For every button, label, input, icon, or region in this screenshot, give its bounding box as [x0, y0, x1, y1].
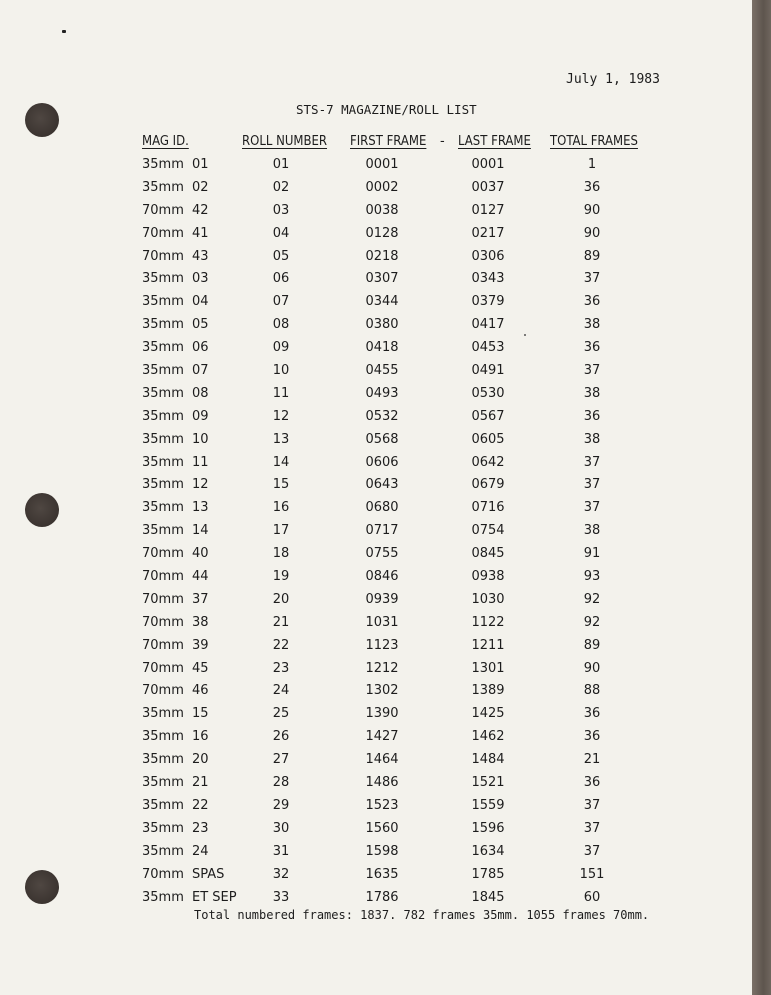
- cell-total-frames: 36: [583, 340, 601, 356]
- cell-total-frames: 37: [583, 271, 601, 287]
- cell-total-frames: 36: [583, 706, 601, 722]
- cell-total-frames: 1: [587, 157, 597, 172]
- cell-roll-number: 22: [272, 637, 290, 653]
- cell-last-frame: 0217: [471, 225, 505, 241]
- cell-first-frame: 0643: [365, 477, 399, 493]
- cell-roll-number: 02: [272, 179, 290, 195]
- cell-first-frame: 0128: [365, 225, 399, 241]
- cell-roll-number: 25: [272, 706, 290, 722]
- table-row: [0, 706, 752, 729]
- roll-table: [0, 157, 752, 912]
- cell-film-format: 70mm: [142, 866, 184, 882]
- cell-mag-id: ET SEP: [192, 889, 237, 905]
- cell-film-format: 35mm: [142, 271, 184, 287]
- table-row: [0, 317, 752, 340]
- cell-first-frame: 0038: [365, 202, 399, 218]
- cell-mag-id: 01: [192, 157, 209, 172]
- cell-last-frame: 0306: [471, 248, 505, 264]
- cell-mag-id: 06: [192, 340, 209, 356]
- cell-total-frames: 38: [583, 385, 601, 401]
- cell-film-format: 35mm: [142, 294, 184, 310]
- cell-first-frame: 0532: [365, 408, 399, 424]
- table-row: [0, 546, 752, 569]
- cell-total-frames: 90: [583, 225, 601, 241]
- cell-film-format: 35mm: [142, 317, 184, 333]
- table-row: [0, 821, 752, 844]
- cell-total-frames: 36: [583, 408, 601, 424]
- table-row: [0, 180, 752, 203]
- cell-last-frame: 1301: [471, 660, 505, 676]
- cell-first-frame: 1598: [365, 843, 399, 859]
- cell-mag-id: 21: [192, 775, 209, 791]
- cell-mag-id: 40: [192, 546, 209, 562]
- cell-last-frame: 1462: [471, 729, 505, 745]
- table-row: [0, 477, 752, 500]
- cell-total-frames: 36: [583, 775, 601, 791]
- cell-film-format: 35mm: [142, 179, 184, 195]
- cell-mag-id: 38: [192, 614, 209, 630]
- cell-mag-id: 15: [192, 706, 209, 722]
- cell-first-frame: 0307: [365, 271, 399, 287]
- cell-first-frame: 0002: [365, 179, 399, 195]
- table-row: [0, 523, 752, 546]
- cell-roll-number: 16: [272, 500, 290, 516]
- cell-film-format: 35mm: [142, 340, 184, 356]
- cell-total-frames: 37: [583, 363, 601, 379]
- cell-last-frame: 1122: [471, 614, 505, 630]
- table-surface: [752, 0, 771, 995]
- cell-total-frames: 38: [583, 431, 601, 447]
- cell-first-frame: 1464: [365, 752, 399, 768]
- cell-first-frame: 0493: [365, 385, 399, 401]
- table-row: [0, 386, 752, 409]
- table-row: [0, 844, 752, 867]
- header-first-frame: FIRST FRAME: [350, 134, 427, 149]
- cell-film-format: 70mm: [142, 546, 184, 562]
- cell-mag-id: 37: [192, 591, 209, 607]
- table-row: [0, 294, 752, 317]
- cell-film-format: 35mm: [142, 889, 184, 905]
- cell-total-frames: 38: [583, 317, 601, 333]
- cell-total-frames: 90: [583, 202, 601, 218]
- table-row: [0, 363, 752, 386]
- cell-last-frame: 0530: [471, 385, 505, 401]
- cell-film-format: 70mm: [142, 660, 184, 676]
- cell-total-frames: 93: [583, 569, 601, 585]
- cell-first-frame: 0755: [365, 546, 399, 562]
- cell-first-frame: 0344: [365, 294, 399, 310]
- cell-mag-id: 24: [192, 843, 209, 859]
- cell-total-frames: 36: [583, 729, 601, 745]
- cell-film-format: 35mm: [142, 843, 184, 859]
- binder-hole: [25, 103, 59, 137]
- table-row: [0, 775, 752, 798]
- cell-film-format: 70mm: [142, 614, 184, 630]
- cell-mag-id: 44: [192, 569, 209, 585]
- cell-film-format: 35mm: [142, 775, 184, 791]
- cell-last-frame: 0453: [471, 340, 505, 356]
- cell-first-frame: 0606: [365, 454, 399, 470]
- totals-footer: Total numbered frames: 1837. 782 frames 35mm. 1055 frames 70mm.: [194, 908, 650, 922]
- cell-mag-id: 03: [192, 271, 209, 287]
- cell-film-format: 35mm: [142, 385, 184, 401]
- cell-total-frames: 88: [583, 683, 601, 699]
- cell-first-frame: 1123: [365, 637, 399, 653]
- cell-film-format: 70mm: [142, 683, 184, 699]
- cell-film-format: 70mm: [142, 569, 184, 585]
- cell-roll-number: 09: [272, 340, 290, 356]
- cell-last-frame: 1596: [471, 820, 505, 836]
- cell-first-frame: 1486: [365, 775, 399, 791]
- cell-last-frame: 0754: [471, 523, 505, 539]
- cell-total-frames: 91: [583, 546, 601, 562]
- cell-mag-id: 23: [192, 820, 209, 836]
- table-row: [0, 409, 752, 432]
- cell-mag-id: 02: [192, 179, 209, 195]
- cell-first-frame: 0846: [365, 569, 399, 585]
- cell-first-frame: 1427: [365, 729, 399, 745]
- table-row: [0, 226, 752, 249]
- cell-roll-number: 32: [272, 866, 290, 882]
- table-row: [0, 592, 752, 615]
- cell-roll-number: 23: [272, 660, 290, 676]
- cell-first-frame: 1786: [365, 889, 399, 905]
- cell-last-frame: 0343: [471, 271, 505, 287]
- cell-roll-number: 11: [272, 385, 290, 401]
- cell-total-frames: 90: [583, 660, 601, 676]
- ink-speck: [62, 30, 66, 33]
- cell-mag-id: 41: [192, 225, 209, 241]
- cell-roll-number: 20: [272, 591, 290, 607]
- cell-last-frame: 0127: [471, 202, 505, 218]
- cell-last-frame: 0845: [471, 546, 505, 562]
- cell-film-format: 35mm: [142, 500, 184, 516]
- cell-first-frame: 1302: [365, 683, 399, 699]
- cell-roll-number: 15: [272, 477, 290, 493]
- table-row: [0, 638, 752, 661]
- cell-last-frame: 0642: [471, 454, 505, 470]
- cell-total-frames: 36: [583, 179, 601, 195]
- cell-film-format: 70mm: [142, 637, 184, 653]
- table-row: [0, 661, 752, 684]
- cell-film-format: 70mm: [142, 202, 184, 218]
- table-row: [0, 683, 752, 706]
- cell-last-frame: 1845: [471, 889, 505, 905]
- table-row: [0, 203, 752, 226]
- cell-first-frame: 1212: [365, 660, 399, 676]
- cell-roll-number: 07: [272, 294, 290, 310]
- cell-first-frame: 0455: [365, 363, 399, 379]
- cell-total-frames: 37: [583, 843, 601, 859]
- cell-total-frames: 151: [579, 866, 605, 882]
- cell-film-format: 35mm: [142, 523, 184, 539]
- cell-film-format: 35mm: [142, 752, 184, 768]
- cell-mag-id: 22: [192, 797, 209, 813]
- cell-roll-number: 29: [272, 797, 290, 813]
- cell-first-frame: 0568: [365, 431, 399, 447]
- cell-first-frame: 0418: [365, 340, 399, 356]
- cell-first-frame: 1031: [365, 614, 399, 630]
- cell-film-format: 35mm: [142, 820, 184, 836]
- cell-mag-id: 43: [192, 248, 209, 264]
- cell-roll-number: 05: [272, 248, 290, 264]
- cell-roll-number: 30: [272, 820, 290, 836]
- cell-total-frames: 89: [583, 637, 601, 653]
- cell-mag-id: 05: [192, 317, 209, 333]
- cell-roll-number: 13: [272, 431, 290, 447]
- cell-film-format: 70mm: [142, 225, 184, 241]
- cell-last-frame: 0567: [471, 408, 505, 424]
- cell-first-frame: 0717: [365, 523, 399, 539]
- cell-total-frames: 92: [583, 591, 601, 607]
- table-row: [0, 340, 752, 363]
- table-row: [0, 569, 752, 592]
- table-row: [0, 798, 752, 821]
- cell-film-format: 35mm: [142, 454, 184, 470]
- cell-mag-id: 46: [192, 683, 209, 699]
- table-row: [0, 455, 752, 478]
- table-row: [0, 615, 752, 638]
- cell-mag-id: 14: [192, 523, 209, 539]
- cell-first-frame: 1635: [365, 866, 399, 882]
- header-last-frame: LAST FRAME: [458, 134, 531, 149]
- table-row: [0, 271, 752, 294]
- cell-film-format: 35mm: [142, 477, 184, 493]
- cell-roll-number: 24: [272, 683, 290, 699]
- cell-mag-id: SPAS: [192, 866, 225, 882]
- table-row: [0, 752, 752, 775]
- cell-film-format: 35mm: [142, 157, 184, 172]
- document-title: STS-7 MAGAZINE/ROLL LIST: [296, 102, 477, 117]
- table-row: [0, 249, 752, 272]
- cell-last-frame: 1559: [471, 797, 505, 813]
- cell-roll-number: 06: [272, 271, 290, 287]
- header-total-frames: TOTAL FRAMES: [550, 134, 638, 149]
- cell-last-frame: 0417: [471, 317, 505, 333]
- cell-roll-number: 17: [272, 523, 290, 539]
- header-separator: -: [440, 134, 445, 149]
- cell-total-frames: 37: [583, 477, 601, 493]
- cell-last-frame: 1030: [471, 591, 505, 607]
- cell-roll-number: 27: [272, 752, 290, 768]
- cell-mag-id: 45: [192, 660, 209, 676]
- cell-first-frame: 1560: [365, 820, 399, 836]
- cell-mag-id: 11: [192, 454, 209, 470]
- cell-film-format: 35mm: [142, 706, 184, 722]
- cell-first-frame: 0218: [365, 248, 399, 264]
- cell-last-frame: 0938: [471, 569, 505, 585]
- document-date: July 1, 1983: [566, 72, 660, 87]
- cell-film-format: 35mm: [142, 431, 184, 447]
- cell-mag-id: 16: [192, 729, 209, 745]
- cell-last-frame: 0037: [471, 179, 505, 195]
- cell-total-frames: 92: [583, 614, 601, 630]
- cell-last-frame: 1634: [471, 843, 505, 859]
- cell-last-frame: 0716: [471, 500, 505, 516]
- cell-first-frame: 1523: [365, 797, 399, 813]
- cell-film-format: 35mm: [142, 729, 184, 745]
- cell-last-frame: 1389: [471, 683, 505, 699]
- cell-total-frames: 38: [583, 523, 601, 539]
- cell-mag-id: 04: [192, 294, 209, 310]
- cell-film-format: 70mm: [142, 591, 184, 607]
- cell-mag-id: 12: [192, 477, 209, 493]
- cell-mag-id: 13: [192, 500, 209, 516]
- cell-film-format: 70mm: [142, 248, 184, 264]
- cell-mag-id: 39: [192, 637, 209, 653]
- cell-total-frames: 89: [583, 248, 601, 264]
- cell-last-frame: 1785: [471, 866, 505, 882]
- cell-mag-id: 42: [192, 202, 209, 218]
- cell-total-frames: 60: [583, 889, 601, 905]
- cell-total-frames: 21: [583, 752, 601, 768]
- cell-roll-number: 26: [272, 729, 290, 745]
- cell-roll-number: 04: [272, 225, 290, 241]
- cell-roll-number: 21: [272, 614, 290, 630]
- cell-last-frame: 0379: [471, 294, 505, 310]
- cell-total-frames: 37: [583, 820, 601, 836]
- cell-last-frame: 0001: [471, 157, 505, 172]
- cell-mag-id: 09: [192, 408, 209, 424]
- cell-last-frame: 0491: [471, 363, 505, 379]
- cell-roll-number: 14: [272, 454, 290, 470]
- cell-roll-number: 18: [272, 546, 290, 562]
- cell-last-frame: 1425: [471, 706, 505, 722]
- cell-mag-id: 20: [192, 752, 209, 768]
- cell-roll-number: 01: [272, 157, 290, 172]
- cell-mag-id: 10: [192, 431, 209, 447]
- cell-roll-number: 03: [272, 202, 290, 218]
- cell-mag-id: 08: [192, 385, 209, 401]
- cell-total-frames: 37: [583, 500, 601, 516]
- cell-mag-id: 07: [192, 363, 209, 379]
- cell-first-frame: 0939: [365, 591, 399, 607]
- table-row: [0, 867, 752, 890]
- cell-roll-number: 08: [272, 317, 290, 333]
- cell-film-format: 35mm: [142, 797, 184, 813]
- cell-last-frame: 0679: [471, 477, 505, 493]
- cell-total-frames: 37: [583, 454, 601, 470]
- cell-roll-number: 12: [272, 408, 290, 424]
- cell-first-frame: 0680: [365, 500, 399, 516]
- header-roll-number: ROLL NUMBER: [242, 134, 328, 149]
- cell-film-format: 35mm: [142, 363, 184, 379]
- cell-first-frame: 0001: [365, 157, 399, 172]
- table-row: [0, 500, 752, 523]
- cell-last-frame: 1521: [471, 775, 505, 791]
- cell-film-format: 35mm: [142, 408, 184, 424]
- cell-roll-number: 31: [272, 843, 290, 859]
- table-row: [0, 729, 752, 752]
- cell-roll-number: 10: [272, 363, 290, 379]
- table-row: [0, 432, 752, 455]
- cell-roll-number: 19: [272, 569, 290, 585]
- cell-last-frame: 1211: [471, 637, 505, 653]
- cell-first-frame: 1390: [365, 706, 399, 722]
- cell-total-frames: 37: [583, 797, 601, 813]
- cell-last-frame: 1484: [471, 752, 505, 768]
- cell-first-frame: 0380: [365, 317, 399, 333]
- cell-total-frames: 36: [583, 294, 601, 310]
- cell-roll-number: 33: [272, 889, 290, 905]
- cell-roll-number: 28: [272, 775, 290, 791]
- cell-last-frame: 0605: [471, 431, 505, 447]
- header-mag-id: MAG ID.: [142, 134, 189, 149]
- table-row: [0, 157, 752, 180]
